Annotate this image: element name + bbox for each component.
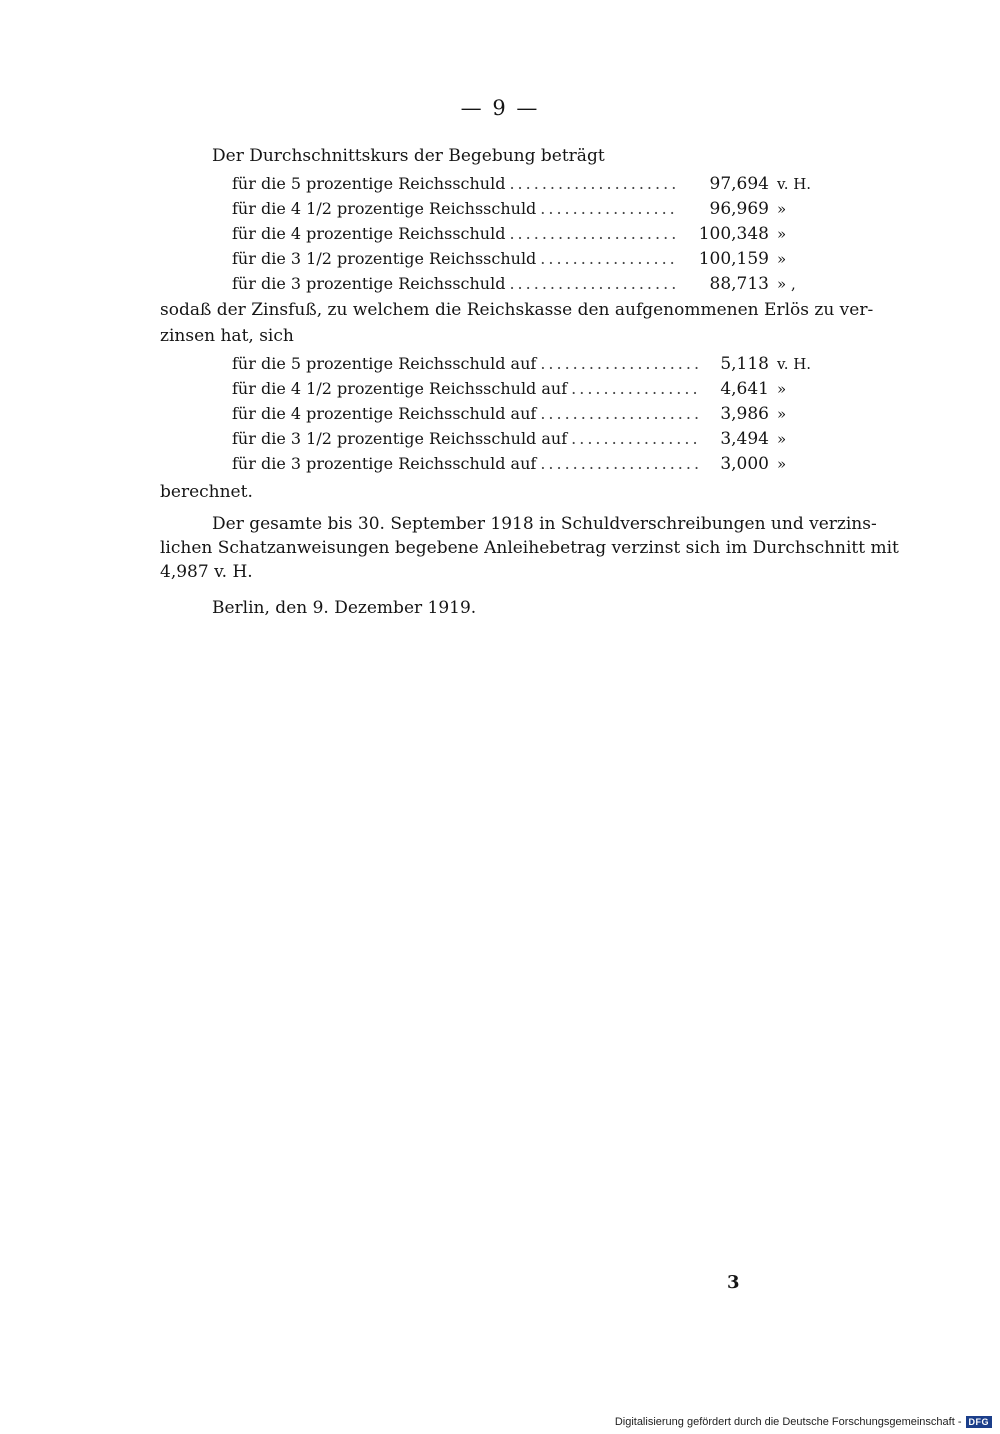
rate-value: 3,986: [720, 404, 769, 424]
rate-label: für die 4 prozentige Reichsschuld auf: [232, 404, 537, 423]
paragraph-line: lichen Schatzanweisungen begebene Anleihebetrag verzinst sich im Durchschnitt mit: [160, 538, 899, 558]
rate-value: 100,348: [698, 224, 769, 244]
rate-label: für die 5 prozentige Reichsschuld auf: [232, 354, 537, 373]
paragraph-line: sodaß der Zinsfuß, zu welchem die Reichskasse den aufgenommenen Erlös zu ver-: [160, 300, 874, 320]
rate-label: für die 3 1/2 prozentige Reichsschuld auf: [232, 429, 568, 448]
rate-label: für die 5 prozentige Reichsschuld: [232, 174, 506, 193]
rate-value: 88,713: [709, 274, 769, 294]
rate-unit: »: [777, 380, 787, 398]
dot-leader: [567, 379, 701, 398]
rate-value: 3,494: [720, 429, 769, 449]
table-row: [232, 249, 827, 274]
dot-leader: [505, 174, 679, 193]
table-row: [232, 379, 827, 404]
rate-label: für die 4 1/2 prozentige Reichsschuld auf: [232, 379, 568, 398]
paragraph-line: Der gesamte bis 30. September 1918 in Schuldverschreibungen und verzins-: [212, 514, 877, 534]
sheet-number: 3: [727, 1272, 740, 1293]
footer-text: Digitalisierung gefördert durch die Deutsche Forschungsgemeinschaft -: [614, 1416, 962, 1428]
digitization-footer: [608, 1416, 992, 1428]
interest-rate-table: [232, 354, 827, 479]
rate-label: für die 4 1/2 prozentige Reichsschuld: [232, 199, 537, 218]
rate-unit: »: [777, 455, 787, 473]
issue-rate-table: [232, 174, 827, 299]
rate-label: für die 3 prozentige Reichsschuld auf: [232, 454, 537, 473]
table-row: [232, 274, 827, 299]
paragraph-line: 4,987 v. H.: [160, 562, 253, 582]
rate-unit: v. H.: [777, 355, 812, 373]
rate-unit: »: [777, 200, 787, 218]
rate-label: für die 4 prozentige Reichsschuld: [232, 224, 506, 243]
page-header: — 9 —: [460, 96, 540, 120]
table-row: [232, 354, 827, 379]
paragraph-line: zinsen hat, sich: [160, 326, 294, 346]
closing-word: berechnet.: [160, 482, 253, 502]
table-row: [232, 224, 827, 249]
table-row: [232, 429, 827, 454]
dot-leader: [567, 429, 701, 448]
rate-value: 100,159: [698, 249, 769, 269]
rate-value: 3,000: [720, 454, 769, 474]
place-date: Berlin, den 9. Dezember 1919.: [212, 598, 477, 618]
table-row: [232, 404, 827, 429]
table-row: [232, 174, 827, 199]
rate-unit: v. H.: [777, 175, 812, 193]
dot-leader: [536, 454, 701, 473]
rate-value: 96,969: [709, 199, 769, 219]
rate-value: 5,118: [720, 354, 769, 374]
rate-value: 4,641: [720, 379, 769, 399]
dfg-logo: DFG: [966, 1416, 993, 1428]
rate-unit: »: [777, 225, 787, 243]
rate-unit: »: [777, 250, 787, 268]
rate-value: 97,694: [709, 174, 769, 194]
rate-label: für die 3 prozentige Reichsschuld: [232, 274, 506, 293]
rate-unit: »: [777, 405, 787, 423]
dot-leader: [536, 354, 701, 373]
rate-unit: »: [777, 430, 787, 448]
dot-leader: [536, 249, 679, 268]
dot-leader: [536, 404, 701, 423]
rate-unit: » ,: [777, 275, 796, 293]
dot-leader: [505, 224, 679, 243]
intro-line: Der Durchschnittskurs der Begebung beträgt: [212, 146, 605, 166]
rate-label: für die 3 1/2 prozentige Reichsschuld: [232, 249, 537, 268]
dot-leader: [505, 274, 679, 293]
table-row: [232, 199, 827, 224]
table-row: [232, 454, 827, 479]
dot-leader: [536, 199, 679, 218]
